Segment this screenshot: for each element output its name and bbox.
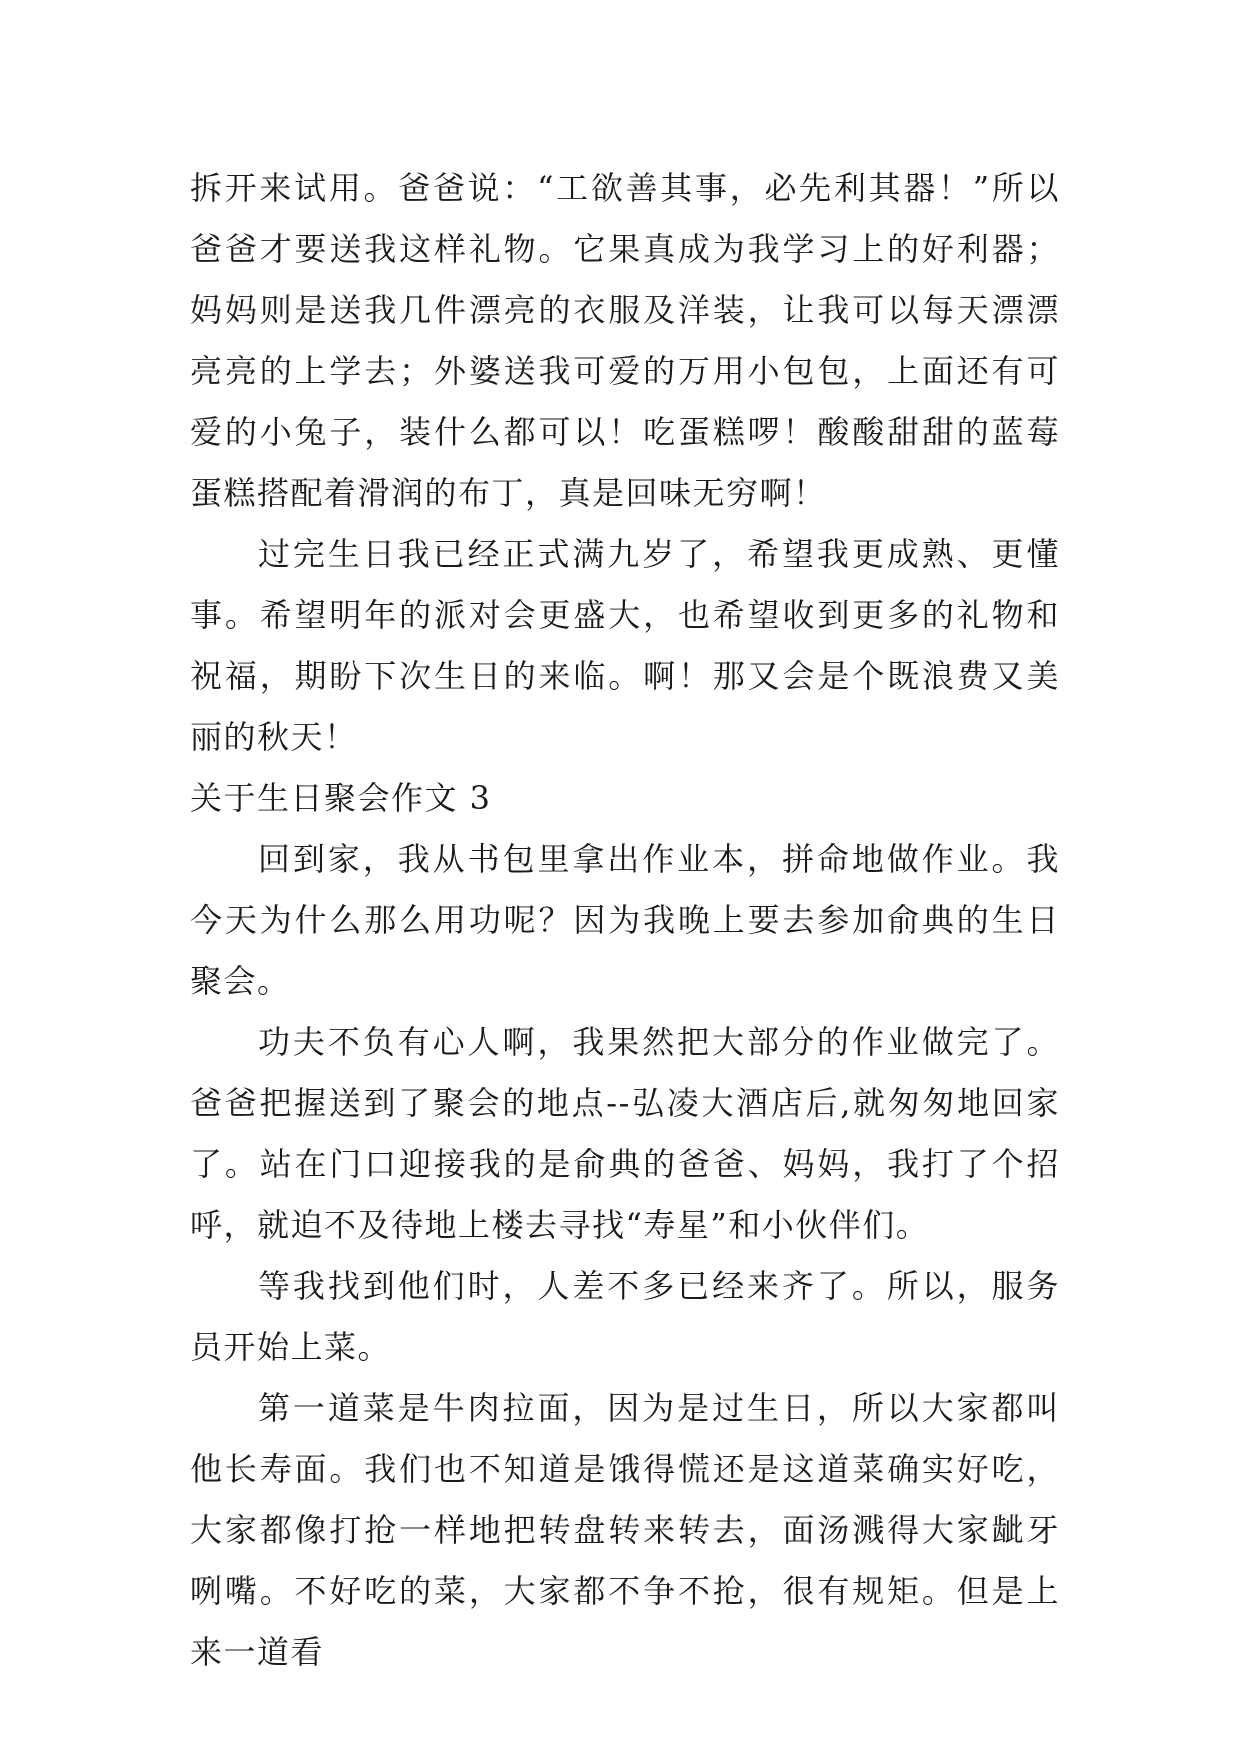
section-heading: 关于生日聚会作文 3	[190, 779, 492, 817]
paragraph-6: 第一道菜是牛肉拉面，因为是过生日，所以大家都叫他长寿面。我们也不知道是饿得慌还是这道菜确实好吃，大家都像打抢一样地把转盘转来转去，面汤溅得大家龇牙咧嘴。不好吃的菜，大家都不争不抢，很有规矩。但是上来一道看	[190, 1389, 1060, 1671]
paragraph-5: 等我找到他们时，人差不多已经来齐了。所以，服务员开始上菜。	[190, 1267, 1060, 1366]
paragraph-2: 过完生日我已经正式满九岁了，希望我更成熟、更懂事。希望明年的派对会更盛大，也希望收到更多的礼物和祝福，期盼下次生日的来临。啊！那又会是个既浪费又美丽的秋天！	[190, 535, 1060, 756]
paragraph-3: 回到家，我从书包里拿出作业本，拼命地做作业。我今天为什么那么用功呢？因为我晚上要去参加俞典的生日聚会。	[190, 840, 1060, 1000]
paragraph-1: 拆开来试用。爸爸说：“工欲善其事，必先利其器！”所以爸爸才要送我这样礼物。它果真成为我学习上的好利器；妈妈则是送我几件漂亮的衣服及洋装，让我可以每天漂漂亮亮的上学去；外婆送我可爱的万用小包包，上面还有可爱的小兔子，装什么都可以！吃蛋糕啰！酸酸甜甜的蓝莓蛋糕搭配着滑润的布丁，真是回味无穷啊！	[190, 169, 1060, 512]
paragraph-4: 功夫不负有心人啊，我果然把大部分的作业做完了。爸爸把握送到了聚会的地点--弘凌大酒店后,就匆匆地回家了。站在门口迎接我的是俞典的爸爸、妈妈，我打了个招呼，就迫不及待地上楼去寻找“寿星”和小伙伴们。	[190, 1023, 1060, 1244]
document-body	[190, 158, 1060, 1683]
